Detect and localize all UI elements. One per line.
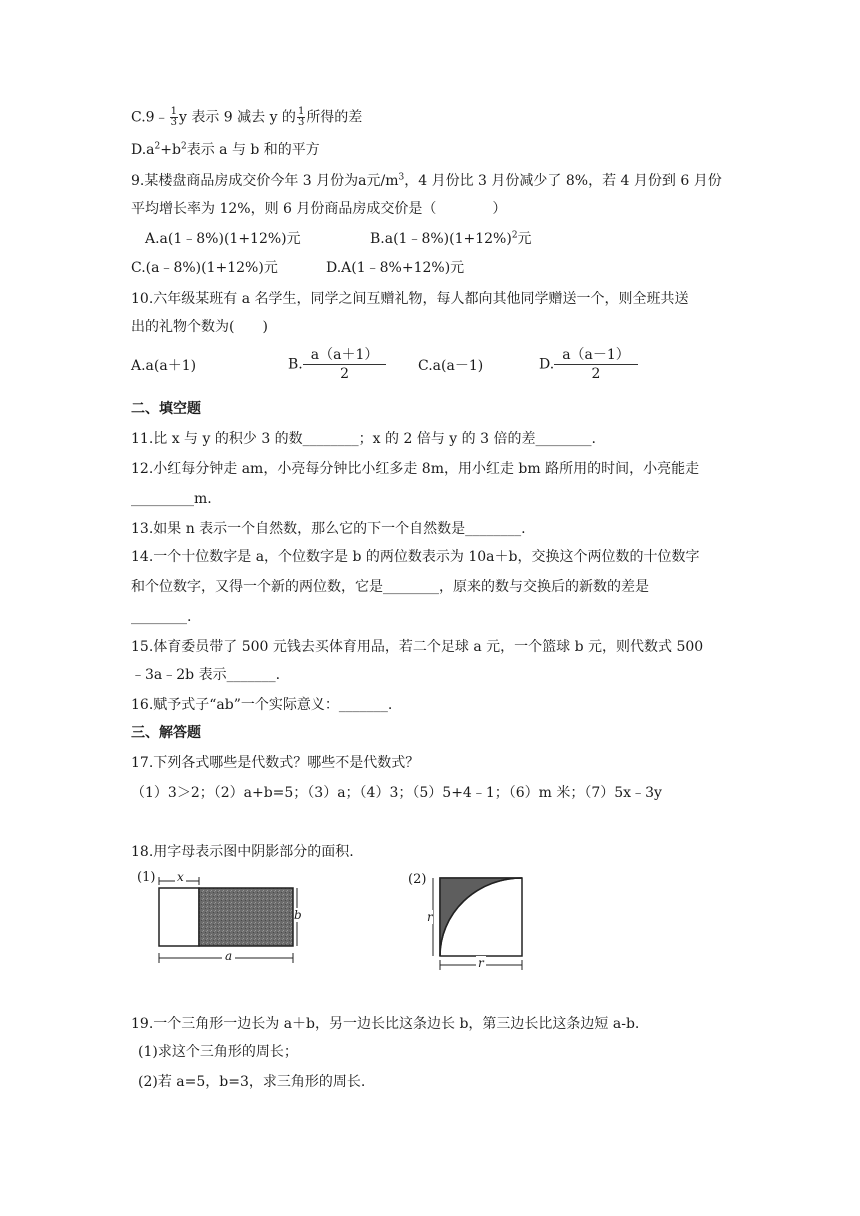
q10-b-fraction xyxy=(303,346,387,383)
q17-line1: 17.下列各式哪些是代数式？哪些不是代数式？ xyxy=(131,755,420,771)
q8-c-suffix: 所得的差 xyxy=(306,109,363,126)
q15-line1: 15.体育委员带了 500 元钱去买体育用品，若二个足球 a 元，一个篮球 b 元，则代数式 500 xyxy=(131,639,704,655)
q10-stem-line1: 10.六年级某班有 a 名学生，同学之间互赠礼物，每人都向其他同学赠送一个，则全班共送 xyxy=(131,291,689,307)
q8-c-fraction-1 xyxy=(170,107,178,128)
q10-option-d xyxy=(539,346,638,383)
q12-line1: 12.小红每分钟走 am，小亮每分钟比小红多走 8m，用小红走 bm 路所用的时间，小亮能走 xyxy=(131,461,700,477)
fraction-numerator: a（a＋1） xyxy=(303,346,387,365)
fraction-denominator: 3 xyxy=(297,117,305,128)
section-heading-solve: 三、解答题 xyxy=(131,725,201,741)
q8-d-part: +b xyxy=(160,142,181,158)
q8-option-c xyxy=(131,107,362,128)
q11: 11.比 x 与 y 的积少 3 的数________；x 的 2 倍与 y 的 3 倍的差________. xyxy=(131,431,596,447)
q19-sub1: (1)求这个三角形的周长； xyxy=(138,1044,298,1060)
fraction-denominator: 3 xyxy=(170,117,177,128)
q8-c-prefix: C.9﹣ xyxy=(131,109,169,126)
exponent: 3 xyxy=(398,172,405,183)
fraction-denominator: 2 xyxy=(340,366,350,382)
q9-option-c: C.(a﹣8%)(1+12%)元 xyxy=(131,260,278,276)
fraction-numerator: a（a－1） xyxy=(554,346,638,365)
q9-option-b xyxy=(370,229,532,249)
section-heading-fill-in: 二、填空题 xyxy=(131,401,201,417)
q19-sub2: (2)若 a=5，b=3，求三角形的周长. xyxy=(138,1074,366,1090)
q9-b-text: B.a(1﹣8%)(1+12%) xyxy=(370,231,512,247)
fraction-numerator: 1 xyxy=(297,106,305,117)
exponent: 2 xyxy=(511,230,518,241)
rectangle-diagram xyxy=(131,870,301,970)
exponent: 2 xyxy=(154,141,161,152)
q12-line2: _________m. xyxy=(131,491,212,507)
q9-stem-line1 xyxy=(131,171,722,191)
option-label: D. xyxy=(539,356,555,373)
fraction-denominator: 2 xyxy=(591,366,601,382)
q18-line1: 18.用字母表示图中阴影部分的面积. xyxy=(131,844,354,860)
q18-figure-2 xyxy=(406,870,536,975)
figure-label: (2) xyxy=(408,872,427,887)
fraction-numerator: 1 xyxy=(170,106,177,117)
q14-line2: 和个位数字，又得一个新的两位数，它是________，原来的数与交换后的新数的差是 xyxy=(131,579,649,595)
q8-d-part: 表示 a 与 b 和的平方 xyxy=(186,142,320,158)
q10-option-b xyxy=(288,346,386,383)
q10-option-a: A.a(a＋1) xyxy=(131,358,197,374)
option-label: B. xyxy=(288,356,303,373)
dimension-label-b: b xyxy=(294,908,302,922)
q9-stem-line2: 平均增长率为 12%，则 6 月份商品房成交价是（ ） xyxy=(131,201,507,217)
q17-line2: （1）3＞2；（2）a+b=5；（3）a；（4）3；（5）5+4﹣1；（6）m 米；（7）5x﹣3y xyxy=(131,785,662,801)
q8-c-mid: y 表示 9 减去 y 的 xyxy=(178,109,296,126)
q14-line3: ________. xyxy=(131,609,192,625)
q13: 13.如果 n 表示一个自然数，那么它的下一个自然数是________. xyxy=(131,521,526,537)
q9-b-unit: 元 xyxy=(517,231,532,247)
q14-line1: 14.一个十位数字是 a，个位数字是 b 的两位数表示为 10a＋b，交换这个两位数的十位数字 xyxy=(131,549,700,565)
exponent: 2 xyxy=(180,141,187,152)
q15-line2: ﹣3a﹣2b 表示_______. xyxy=(131,667,281,683)
q9-option-a: A.a(1﹣8%)(1+12%)元 xyxy=(145,231,301,247)
q8-c-fraction-2 xyxy=(297,107,305,128)
dimension-label-r-side: r xyxy=(427,910,433,924)
q9-text: 9.某楼盘商品房成交价今年 3 月份为a元/m xyxy=(131,173,399,189)
q8-d-part: D.a xyxy=(131,142,155,158)
q19-stem: 19.一个三角形一边长为 a＋b，另一边长比这条边长 b，第三边长比这条边短 a-b. xyxy=(131,1016,640,1032)
q8-option-d xyxy=(131,140,320,160)
q10-option-c: C.a(a－1) xyxy=(418,358,484,374)
q16: 16.赋予式子“ab”一个实际意义：_______. xyxy=(131,697,393,713)
dimension-label-r-bottom: r xyxy=(478,956,484,970)
q18-figure-1 xyxy=(131,870,301,970)
figure-label: (1) xyxy=(137,870,156,885)
dimension-label-a: a xyxy=(222,949,235,963)
q10-d-fraction xyxy=(554,346,638,383)
q9-option-d: D.A(1﹣8%+12%)元 xyxy=(326,260,465,276)
dimension-label-x: x xyxy=(177,870,184,884)
q9-text: ，4 月份比 3 月份减少了 8%，若 4 月份到 6 月份 xyxy=(404,173,722,189)
q10-stem-line2: 出的礼物个数为( ) xyxy=(131,319,268,335)
